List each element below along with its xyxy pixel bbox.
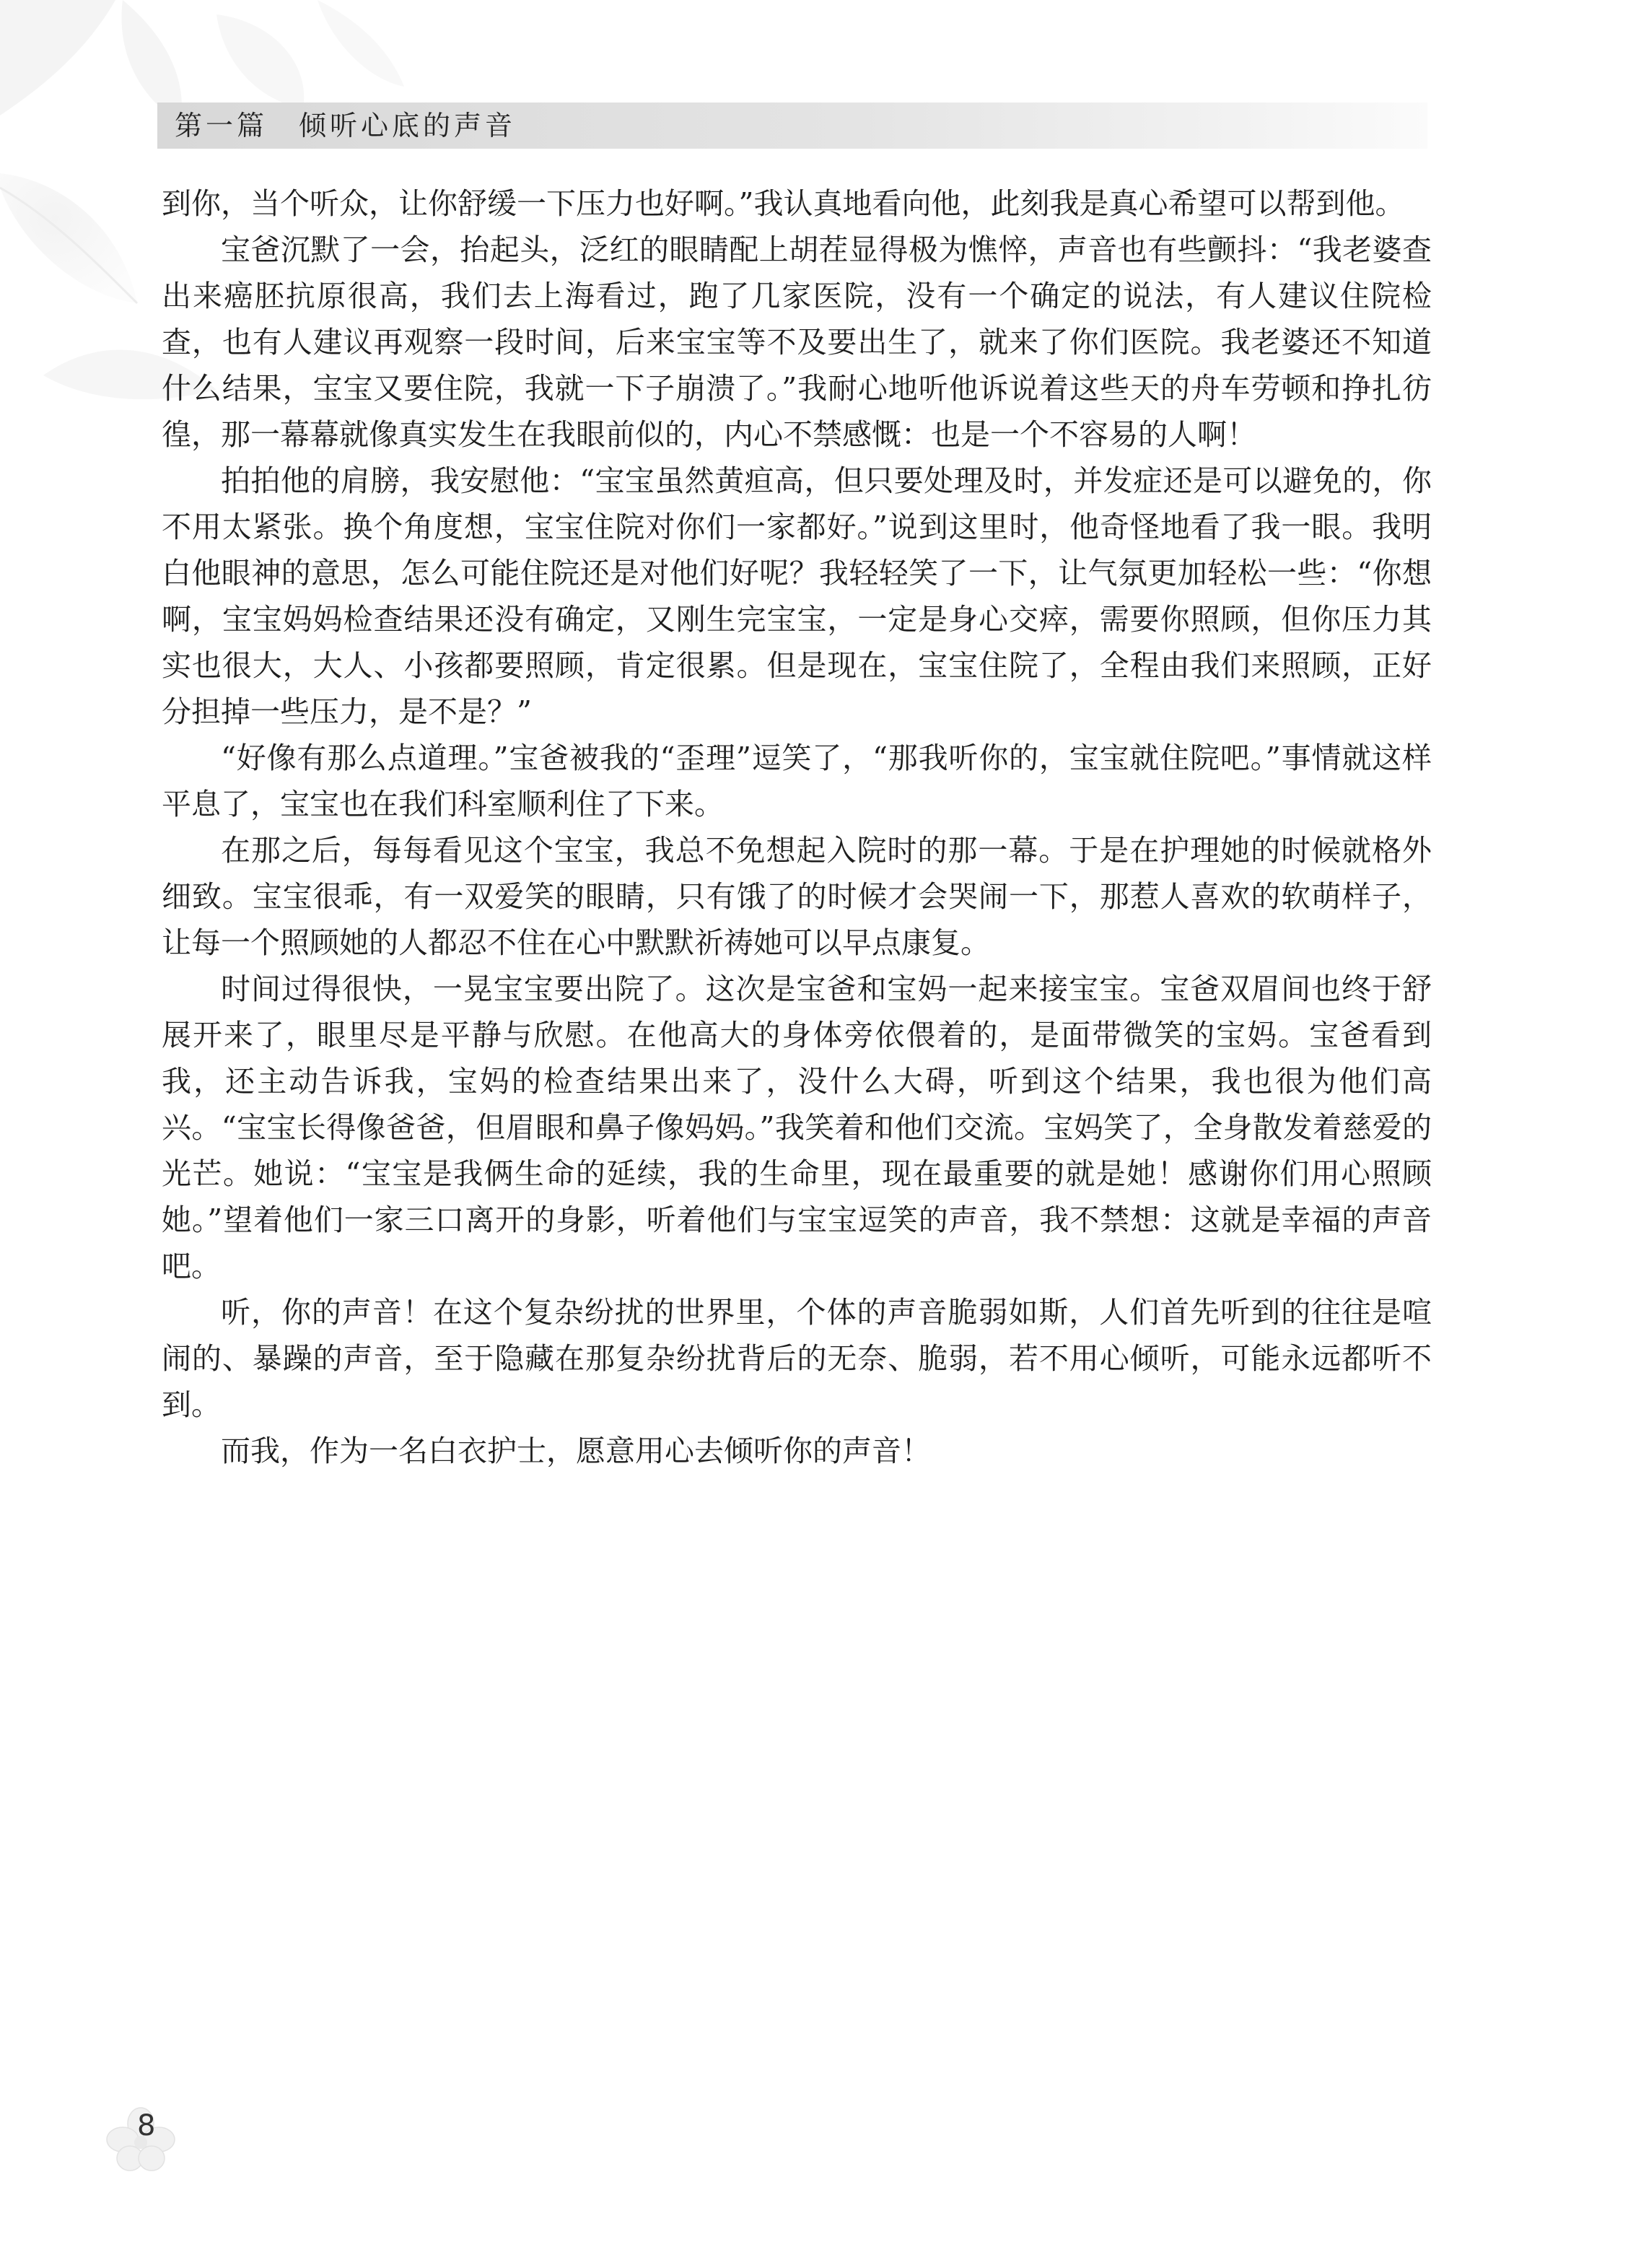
paragraph: 宝爸沉默了一会，抬起头，泛红的眼睛配上胡茬显得极为憔悴，声音也有些颤抖：“我老婆查出来癌胚抗原很高，我们去上海看过，跑了几家医院，没有一个确定的说法，有人建议住院检查，也有人建议再观察一段时间，后来宝宝等不及要出生了，就来了你们医院。我老婆还不知道什么结果，宝宝又要住院，我就一下子崩溃了。”我耐心地听他诉说着这些天的舟车劳顿和挣扎彷徨，那一幕幕就像真实发生在我眼前似的，内心不禁感慨：也是一个不容易的人啊！	[162, 232, 1432, 452]
paragraph: 到你，当个听众，让你舒缓一下压力也好啊。”我认真地看向他，此刻我是真心希望可以帮到他。	[162, 186, 1405, 221]
paragraph: 拍拍他的肩膀，我安慰他：“宝宝虽然黄疸高，但只要处理及时，并发症还是可以避免的，你不用太紧张。换个角度想，宝宝住院对你们一家都好。”说到这里时，他奇怪地看了我一眼。我明白他眼神的意思，怎么可能住院还是对他们好呢？我轻轻笑了一下，让气氛更加轻松一些：“你想啊，宝宝妈妈检查结果还没有确定，又刚生完宝宝，一定是身心交瘁，需要你照顾，但你压力其实也很大，大人、小孩都要照顾，肯定很累。但是现在，宝宝住院了，全程由我们来照顾，正好分担掉一些压力，是不是？”	[162, 463, 1432, 729]
paragraph: 而我，作为一名白衣护士，愿意用心去倾听你的声音！	[221, 1434, 931, 1468]
paragraph: 在那之后，每每看见这个宝宝，我总不免想起入院时的那一幕。于是在护理她的时候就格外细致。宝宝很乖，有一双爱笑的眼睛，只有饿了的时候才会哭闹一下，那惹人喜欢的软萌样子，让每一个照顾她的人都忍不住在心中默默祈祷她可以早点康复。	[162, 833, 1432, 960]
paragraph: 听，你的声音！在这个复杂纷扰的世界里，个体的声音脆弱如斯，人们首先听到的往往是喧闹的、暴躁的声音，至于隐藏在那复杂纷扰背后的无奈、脆弱，若不用心倾听，可能永远都听不到。	[162, 1295, 1432, 1422]
paragraph: 时间过得很快，一晃宝宝要出院了。这次是宝爸和宝妈一起来接宝宝。宝爸双眉间也终于舒展开来了，眼里尽是平静与欣慰。在他高大的身体旁依偎着的，是面带微笑的宝妈。宝爸看到我，还主动告诉我，宝妈的检查结果出来了，没什么大碍，听到这个结果，我也很为他们高兴。“宝宝长得像爸爸，但眉眼和鼻子像妈妈。”我笑着和他们交流。宝妈笑了，全身散发着慈爱的光芒。她说：“宝宝是我俩生命的延续，我的生命里，现在最重要的就是她！感谢你们用心照顾她。”望着他们一家三口离开的身影，听着他们与宝宝逗笑的声音，我不禁想：这就是幸福的声音吧。	[162, 972, 1432, 1283]
page-number: 8	[137, 2109, 156, 2142]
article-body	[162, 180, 1432, 1474]
running-header-title: 第一篇 倾听心底的声音	[175, 110, 517, 141]
paragraph: “好像有那么点道理。”宝爸被我的“歪理”逗笑了，“那我听你的，宝宝就住院吧。”事情就这样平息了，宝宝也在我们科室顺利住了下来。	[162, 741, 1432, 821]
